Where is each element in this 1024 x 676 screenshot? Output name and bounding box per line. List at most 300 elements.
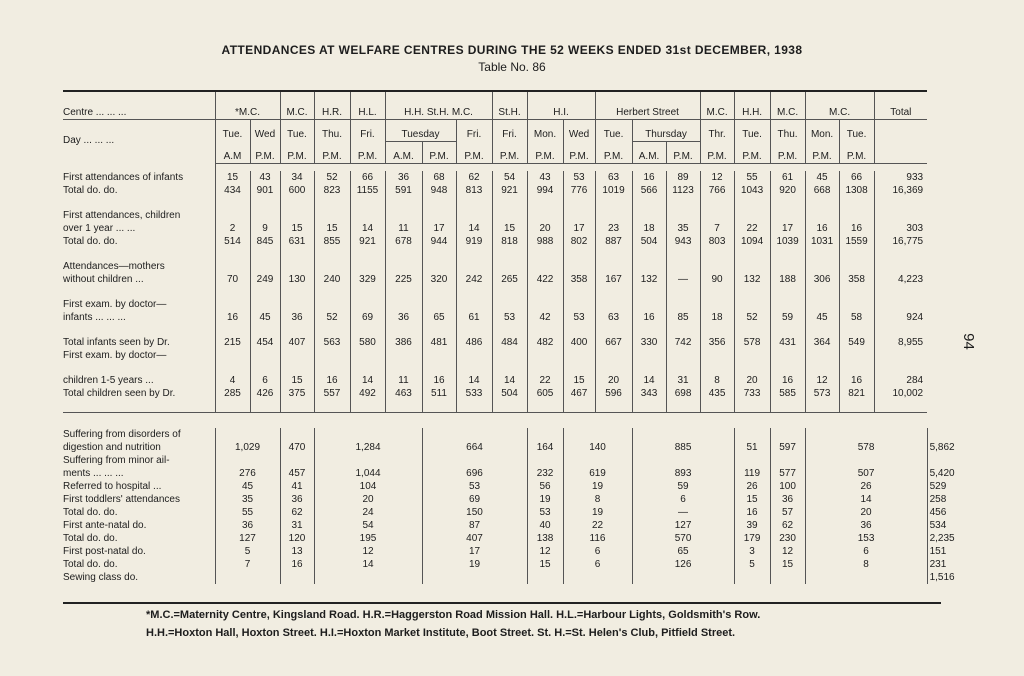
data-cell: 356 (700, 336, 734, 349)
data-cell: 16 (770, 374, 805, 387)
data-cell (632, 349, 666, 362)
data-cell: 7 (215, 558, 280, 571)
data-cell: 813 (456, 184, 492, 197)
data-cell: 803 (700, 235, 734, 248)
data-cell: 127 (215, 532, 280, 545)
data-cell: 818 (492, 235, 527, 248)
data-cell: 164 (527, 441, 563, 454)
data-cell (770, 209, 805, 222)
data-cell (666, 260, 700, 273)
data-cell: — (632, 506, 734, 519)
data-cell: 12 (700, 171, 734, 184)
data-cell (527, 428, 563, 441)
data-cell: 6 (250, 374, 280, 387)
data-cell (350, 209, 385, 222)
data-cell (280, 454, 314, 467)
data-cell: 59 (632, 480, 734, 493)
day-header: Wed (563, 119, 595, 141)
table-row (63, 260, 941, 273)
data-cell: 53 (492, 311, 527, 324)
data-cell: 138 (527, 532, 563, 545)
data-cell (250, 209, 280, 222)
data-cell (456, 349, 492, 362)
data-cell (563, 571, 632, 584)
data-cell: 1,044 (314, 467, 422, 480)
data-cell: 12 (805, 374, 839, 387)
table-row (63, 387, 941, 400)
centre-header: M.C. (700, 91, 734, 119)
data-cell: 320 (422, 273, 456, 286)
table-row (63, 349, 941, 362)
data-cell: 7 (700, 222, 734, 235)
data-cell (700, 298, 734, 311)
data-cell: 1043 (734, 184, 770, 197)
data-cell: 43 (527, 171, 563, 184)
row-label: ments ... ... ... (63, 467, 215, 480)
total-cell (874, 209, 927, 222)
data-cell: 578 (734, 336, 770, 349)
data-cell: 1019 (595, 184, 632, 197)
time-header: A.M. (385, 141, 422, 163)
data-cell: 215 (215, 336, 250, 349)
page-title: ATTENDANCES AT WELFARE CENTRES DURING THE 52 WEEKS ENDED 31st DECEMBER, 1938 (221, 43, 803, 57)
data-cell: 65 (422, 311, 456, 324)
data-cell: 55 (215, 506, 280, 519)
data-cell: 15 (734, 493, 770, 506)
data-cell (422, 428, 527, 441)
data-cell: 45 (250, 311, 280, 324)
data-cell: 921 (492, 184, 527, 197)
time-header: P.M. (770, 141, 805, 163)
data-cell: 1559 (839, 235, 874, 248)
total-cell: 151 (929, 546, 947, 557)
data-cell: 16 (422, 374, 456, 387)
data-cell: 400 (563, 336, 595, 349)
row-label: Sewing class do. (63, 571, 215, 584)
data-cell: 15 (280, 222, 314, 235)
table-row (63, 336, 941, 349)
data-cell: 486 (456, 336, 492, 349)
data-cell (734, 349, 770, 362)
data-cell: 511 (422, 387, 456, 400)
data-cell: 619 (563, 467, 632, 480)
data-cell: 435 (700, 387, 734, 400)
data-cell: 943 (666, 235, 700, 248)
data-cell: 364 (805, 336, 839, 349)
data-cell: 15 (527, 558, 563, 571)
data-cell: 1123 (666, 184, 700, 197)
row-label: First post-natal do. (63, 545, 215, 558)
data-cell (314, 260, 350, 273)
data-cell (805, 454, 927, 467)
data-cell: 470 (280, 441, 314, 454)
data-cell (250, 298, 280, 311)
data-cell (839, 260, 874, 273)
data-cell (632, 454, 734, 467)
data-cell: 11 (385, 374, 422, 387)
data-cell: 948 (422, 184, 456, 197)
data-cell (805, 428, 927, 441)
row-label: Attendances—mothers (63, 260, 215, 273)
data-cell: 407 (422, 532, 527, 545)
total-cell: 303 (906, 223, 924, 234)
table-row (63, 454, 941, 467)
data-cell (839, 298, 874, 311)
row-label: First attendances of infants (63, 171, 215, 184)
data-cell: 179 (734, 532, 770, 545)
data-cell (632, 428, 734, 441)
data-cell: 62 (456, 171, 492, 184)
data-cell: 482 (527, 336, 563, 349)
time-header: P.M. (700, 141, 734, 163)
data-cell: 988 (527, 235, 563, 248)
data-cell: 36 (280, 311, 314, 324)
day-header: Wed (250, 119, 280, 141)
data-cell (492, 298, 527, 311)
data-cell: 15 (215, 171, 250, 184)
row-label: Referred to hospital ... (63, 480, 215, 493)
data-cell (563, 298, 595, 311)
data-cell (422, 571, 527, 584)
data-cell: 16 (632, 171, 666, 184)
data-cell: 585 (770, 387, 805, 400)
data-cell: 375 (280, 387, 314, 400)
data-cell (215, 571, 280, 584)
data-cell: 140 (563, 441, 632, 454)
data-cell (385, 260, 422, 273)
data-cell (734, 209, 770, 222)
time-header: P.M. (280, 141, 314, 163)
centre-header: M.C. (805, 91, 874, 119)
data-cell: 16 (632, 311, 666, 324)
data-cell (700, 209, 734, 222)
data-cell: 26 (734, 480, 770, 493)
data-cell: 35 (215, 493, 280, 506)
row-label: Total do. do. (63, 532, 215, 545)
time-header: P.M. (314, 141, 350, 163)
data-cell (839, 349, 874, 362)
table-bottom-rule (63, 602, 941, 604)
data-cell (215, 260, 250, 273)
time-header: P.M. (456, 141, 492, 163)
data-cell: 6 (563, 545, 632, 558)
data-cell: 249 (250, 273, 280, 286)
data-cell: 887 (595, 235, 632, 248)
table-row (63, 311, 941, 324)
row-label: Total do. do. (63, 235, 215, 248)
data-cell: 276 (215, 467, 280, 480)
data-cell: 100 (770, 480, 805, 493)
data-cell: 6 (563, 558, 632, 571)
footnote-2: H.H.=Hoxton Hall, Hoxton Street. H.I.=Hoxton Market Institute, Boot Street. St. H.=St. Helen's Club, Pitfield Street. (146, 627, 736, 639)
total-cell: 534 (929, 520, 947, 531)
data-cell: 16 (839, 374, 874, 387)
row-label: without children ... (63, 273, 215, 286)
data-cell: 1031 (805, 235, 839, 248)
row-label: Total do. do. (63, 184, 215, 197)
data-cell: 61 (456, 311, 492, 324)
data-cell (422, 454, 527, 467)
attendance-table (63, 90, 955, 584)
data-cell: 66 (839, 171, 874, 184)
data-cell: 53 (563, 311, 595, 324)
data-cell: 358 (563, 273, 595, 286)
data-cell: 12 (314, 545, 422, 558)
data-cell: 8 (700, 374, 734, 387)
total-header: Total (874, 91, 927, 119)
data-cell (632, 298, 666, 311)
time-header: P.M. (839, 141, 874, 163)
total-header-blank (874, 141, 927, 163)
data-cell: 766 (700, 184, 734, 197)
data-cell (563, 428, 632, 441)
data-cell: 126 (632, 558, 734, 571)
data-cell (456, 298, 492, 311)
data-cell (385, 349, 422, 362)
data-cell: 63 (595, 311, 632, 324)
data-cell: 54 (314, 519, 422, 532)
data-cell (250, 260, 280, 273)
data-cell: 919 (456, 235, 492, 248)
data-cell: 85 (666, 311, 700, 324)
data-cell: 36 (215, 519, 280, 532)
centre-header: St.H. (492, 91, 527, 119)
data-cell (280, 428, 314, 441)
total-cell: 10,002 (892, 388, 924, 399)
data-cell (770, 260, 805, 273)
data-cell (527, 571, 563, 584)
data-cell: 901 (250, 184, 280, 197)
data-cell: 514 (215, 235, 250, 248)
data-cell: 1094 (734, 235, 770, 248)
total-cell (927, 428, 941, 441)
data-cell: 87 (422, 519, 527, 532)
data-cell: 463 (385, 387, 422, 400)
data-cell: 69 (350, 311, 385, 324)
data-cell: 36 (385, 311, 422, 324)
time-header: P.M. (563, 141, 595, 163)
data-cell (805, 298, 839, 311)
data-cell (805, 571, 927, 584)
total-cell: 1,516 (929, 572, 955, 583)
data-cell (385, 298, 422, 311)
page-number: 94 (959, 333, 977, 350)
data-cell: 120 (280, 532, 314, 545)
time-header: P.M. (595, 141, 632, 163)
data-cell: 36 (280, 493, 314, 506)
time-header: P.M. (666, 141, 700, 163)
data-cell: 14 (350, 222, 385, 235)
data-cell: 4 (215, 374, 250, 387)
data-cell: 20 (595, 374, 632, 387)
data-cell (805, 209, 839, 222)
data-cell: 52 (314, 171, 350, 184)
data-cell: 563 (314, 336, 350, 349)
data-cell: 3 (734, 545, 770, 558)
data-cell (527, 298, 563, 311)
data-cell: 15 (280, 374, 314, 387)
time-header: P.M. (350, 141, 385, 163)
data-cell: 1039 (770, 235, 805, 248)
data-cell (314, 428, 422, 441)
data-cell: 15 (563, 374, 595, 387)
row-label: children 1-5 years ... (63, 374, 215, 387)
data-cell: 45 (805, 311, 839, 324)
data-cell (422, 349, 456, 362)
data-cell: 492 (350, 387, 385, 400)
data-cell: 69 (422, 493, 527, 506)
data-cell: 678 (385, 235, 422, 248)
row-label: Total children seen by Dr. (63, 387, 215, 400)
data-cell (456, 209, 492, 222)
total-cell: 5,862 (929, 442, 955, 453)
data-cell: 61 (770, 171, 805, 184)
total-cell (874, 349, 927, 362)
row-label: First ante-natal do. (63, 519, 215, 532)
time-header: P.M. (527, 141, 563, 163)
data-cell: 893 (632, 467, 734, 480)
data-cell: 66 (350, 171, 385, 184)
time-header: P.M. (250, 141, 280, 163)
data-cell: 407 (280, 336, 314, 349)
data-cell: 53 (527, 506, 563, 519)
data-cell: 742 (666, 336, 700, 349)
data-cell: 467 (563, 387, 595, 400)
table-row (63, 558, 941, 571)
centre-header: H.H. St.H. M.C. (385, 91, 492, 119)
data-cell: 65 (632, 545, 734, 558)
data-cell (666, 209, 700, 222)
data-cell: 55 (734, 171, 770, 184)
data-cell: 14 (632, 374, 666, 387)
table-row (63, 441, 941, 454)
time-header: P.M. (492, 141, 527, 163)
data-cell: 776 (563, 184, 595, 197)
total-cell (874, 298, 927, 311)
data-cell: 130 (280, 273, 314, 286)
data-cell: 285 (215, 387, 250, 400)
data-cell: 667 (595, 336, 632, 349)
data-cell: 16 (839, 222, 874, 235)
data-cell: 19 (527, 493, 563, 506)
data-cell: 330 (632, 336, 666, 349)
data-cell: 68 (422, 171, 456, 184)
data-cell (770, 298, 805, 311)
data-cell: 39 (734, 519, 770, 532)
data-cell: 150 (422, 506, 527, 519)
data-cell: 36 (385, 171, 422, 184)
data-cell (215, 209, 250, 222)
data-cell: 570 (632, 532, 734, 545)
data-cell: 1,029 (215, 441, 280, 454)
time-header: P.M. (422, 141, 456, 163)
data-cell (314, 298, 350, 311)
data-cell (595, 349, 632, 362)
data-cell (632, 571, 734, 584)
data-cell (527, 349, 563, 362)
data-cell: 40 (527, 519, 563, 532)
total-cell (927, 454, 941, 467)
data-cell: 994 (527, 184, 563, 197)
data-cell: 119 (734, 467, 770, 480)
data-cell: 920 (770, 184, 805, 197)
data-cell: 386 (385, 336, 422, 349)
data-cell: 22 (527, 374, 563, 387)
data-cell: 12 (527, 545, 563, 558)
data-cell: 306 (805, 273, 839, 286)
data-cell: 578 (805, 441, 927, 454)
table-row (63, 519, 941, 532)
data-cell: 14 (350, 374, 385, 387)
data-cell (385, 209, 422, 222)
data-cell: 19 (563, 480, 632, 493)
day-header: Tue. (215, 119, 250, 141)
data-cell: 20 (734, 374, 770, 387)
data-cell: 45 (805, 171, 839, 184)
data-cell (527, 209, 563, 222)
data-cell: 127 (632, 519, 734, 532)
data-cell: 422 (527, 273, 563, 286)
data-cell: 557 (314, 387, 350, 400)
data-cell (734, 454, 770, 467)
table-row (63, 428, 941, 441)
data-cell: 14 (456, 222, 492, 235)
data-cell: 14 (456, 374, 492, 387)
day-header: Tue. (734, 119, 770, 141)
data-cell: 116 (563, 532, 632, 545)
total-cell: 924 (906, 312, 924, 323)
day-header: Tue. (280, 119, 314, 141)
day-header: Fri. (350, 119, 385, 141)
data-cell: 16 (280, 558, 314, 571)
data-cell (280, 260, 314, 273)
data-cell: 15 (770, 558, 805, 571)
day-header: Tuesday (385, 119, 456, 141)
data-cell: 434 (215, 184, 250, 197)
data-cell: 26 (805, 480, 927, 493)
data-cell: 90 (700, 273, 734, 286)
data-cell (250, 349, 280, 362)
data-cell (563, 349, 595, 362)
table-row (63, 506, 941, 519)
data-cell (632, 260, 666, 273)
data-cell: 484 (492, 336, 527, 349)
data-cell: 9 (250, 222, 280, 235)
table-row (63, 184, 941, 197)
data-cell: 13 (280, 545, 314, 558)
data-cell: 8 (563, 493, 632, 506)
data-cell: 698 (666, 387, 700, 400)
data-cell: 20 (527, 222, 563, 235)
data-cell (666, 349, 700, 362)
data-cell: 885 (632, 441, 734, 454)
data-cell: 22 (563, 519, 632, 532)
data-cell (734, 298, 770, 311)
day-header: Mon. (805, 119, 839, 141)
total-cell: 933 (906, 172, 924, 183)
data-cell (215, 349, 250, 362)
data-cell: 16 (805, 222, 839, 235)
data-cell: 573 (805, 387, 839, 400)
data-cell: 2 (215, 222, 250, 235)
data-cell: 230 (770, 532, 805, 545)
data-cell: 600 (280, 184, 314, 197)
data-cell: 58 (839, 311, 874, 324)
data-cell: 664 (422, 441, 527, 454)
data-cell: 132 (734, 273, 770, 286)
table-row (63, 298, 941, 311)
data-cell: 12 (770, 545, 805, 558)
